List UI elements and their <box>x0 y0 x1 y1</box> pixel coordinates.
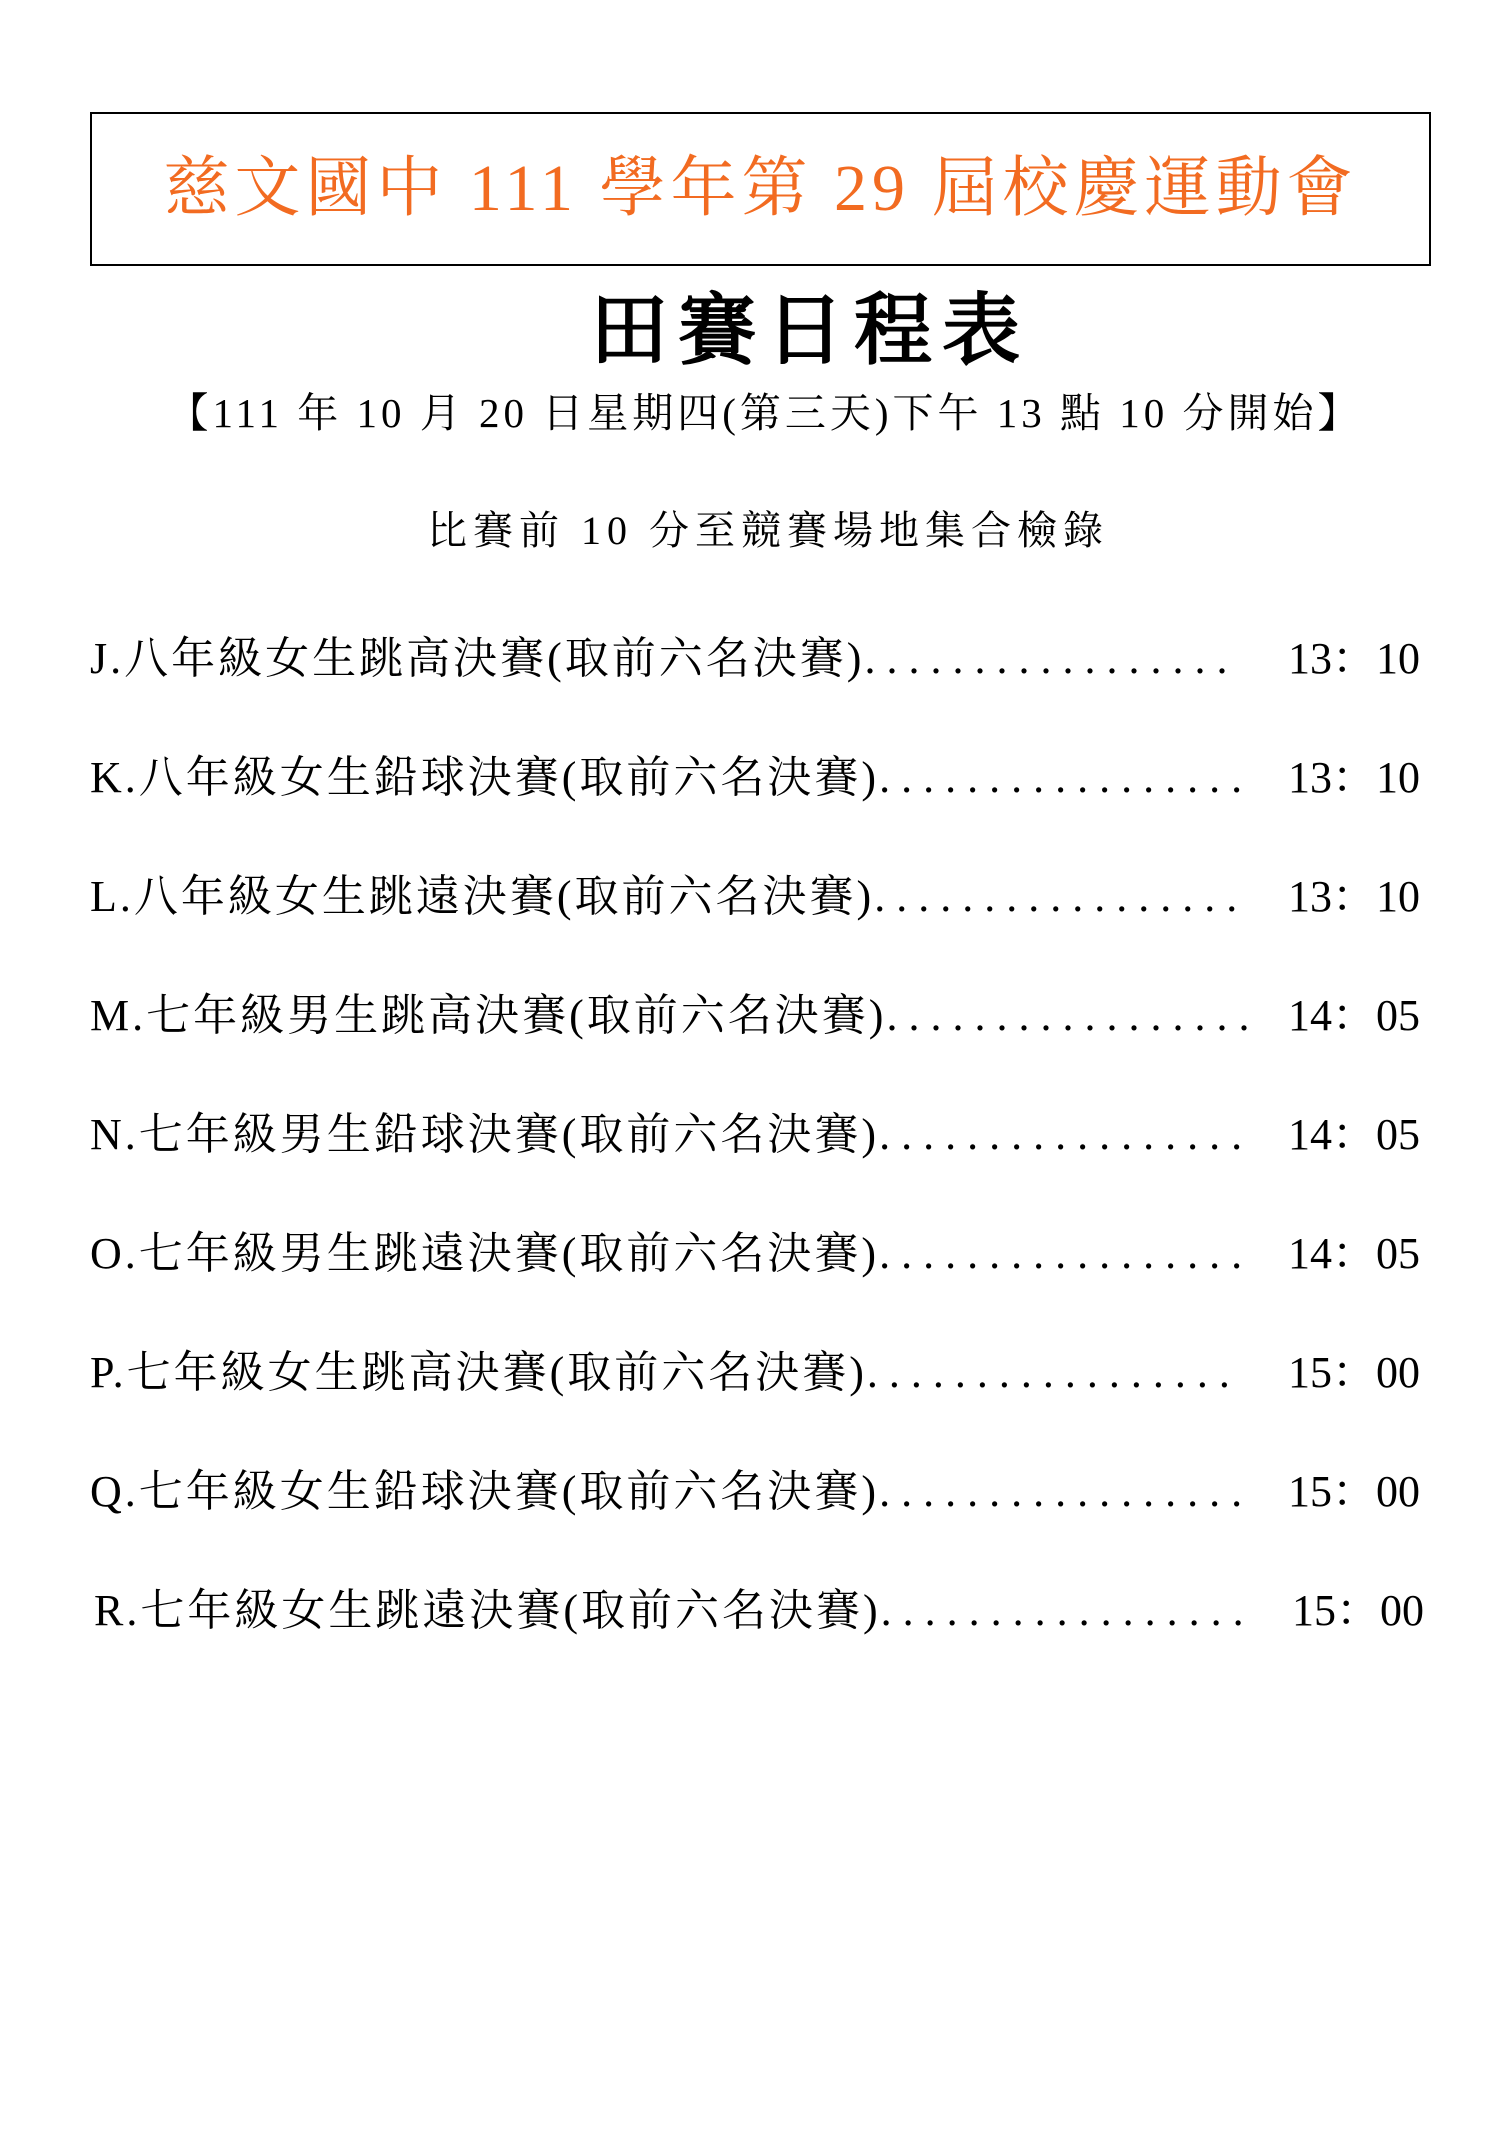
event-time: 15：00 <box>1288 1347 1420 1397</box>
event-label: M.七年級男生跳高決賽(取前六名決賽) <box>90 990 887 1040</box>
event-row <box>90 1308 1420 1427</box>
dot-leader: ................. <box>879 1109 1254 1159</box>
event-label: R.七年級女生跳遠決賽(取前六名決賽) <box>94 1585 881 1635</box>
event-description <box>90 741 1253 805</box>
event-label: N.七年級男生鉛球決賽(取前六名決賽) <box>90 1109 880 1159</box>
event-row <box>90 1546 1424 1665</box>
event-description <box>90 1098 1253 1162</box>
event-time: 14：05 <box>1288 1228 1420 1278</box>
event-label: P.七年級女生跳高決賽(取前六名決賽) <box>90 1347 867 1397</box>
event-label: L.八年級女生跳遠決賽(取前六名決賽) <box>90 871 875 921</box>
event-row <box>90 594 1420 713</box>
dot-leader: ................. <box>874 871 1249 921</box>
event-time: 13：10 <box>1288 871 1420 921</box>
event-row <box>90 951 1420 1070</box>
dot-leader: ................. <box>879 1228 1254 1278</box>
event-description <box>94 1574 1255 1638</box>
dot-leader: ................. <box>866 1347 1241 1397</box>
event-row <box>90 713 1420 832</box>
event-time: 15：00 <box>1288 1466 1420 1516</box>
event-description <box>90 1455 1253 1519</box>
event-schedule-list <box>90 594 1424 1665</box>
event-label: J.八年級女生跳高決賽(取前六名決賽) <box>90 633 865 683</box>
event-row <box>90 1427 1420 1546</box>
event-description <box>90 1336 1241 1400</box>
dot-leader: ................. <box>886 990 1261 1040</box>
event-time: 13：10 <box>1288 633 1420 683</box>
event-time: 14：05 <box>1288 990 1420 1040</box>
event-title: 慈文國中 111 學年第 29 屆校慶運動會 <box>163 152 1358 225</box>
event-row <box>90 1070 1420 1189</box>
event-time: 15：00 <box>1292 1585 1424 1635</box>
event-description <box>90 979 1260 1043</box>
event-description <box>90 860 1248 924</box>
event-time: 14：05 <box>1288 1109 1420 1159</box>
dot-leader: ................. <box>879 1466 1254 1516</box>
page-heading: 田賽日程表 <box>589 285 1030 376</box>
event-label: Q.七年級女生鉛球決賽(取前六名決賽) <box>90 1466 880 1516</box>
event-description <box>90 1217 1253 1281</box>
event-row <box>90 832 1420 951</box>
dot-leader: ................. <box>880 1585 1255 1635</box>
event-description <box>90 622 1238 686</box>
dot-leader: ................. <box>879 752 1254 802</box>
title-box <box>90 112 1431 266</box>
event-time: 13：10 <box>1288 752 1420 802</box>
event-row <box>90 1189 1420 1308</box>
check-in-notice: 比賽前 10 分至競賽場地集合檢錄 <box>427 508 1109 553</box>
dot-leader: ................. <box>864 633 1239 683</box>
event-label: O.七年級男生跳遠決賽(取前六名決賽) <box>90 1228 880 1278</box>
date-line: 【111 年 10 月 20 日星期四(第三天)下午 13 點 10 分開始】 <box>167 390 1363 436</box>
event-label: K.八年級女生鉛球決賽(取前六名決賽) <box>90 752 880 802</box>
